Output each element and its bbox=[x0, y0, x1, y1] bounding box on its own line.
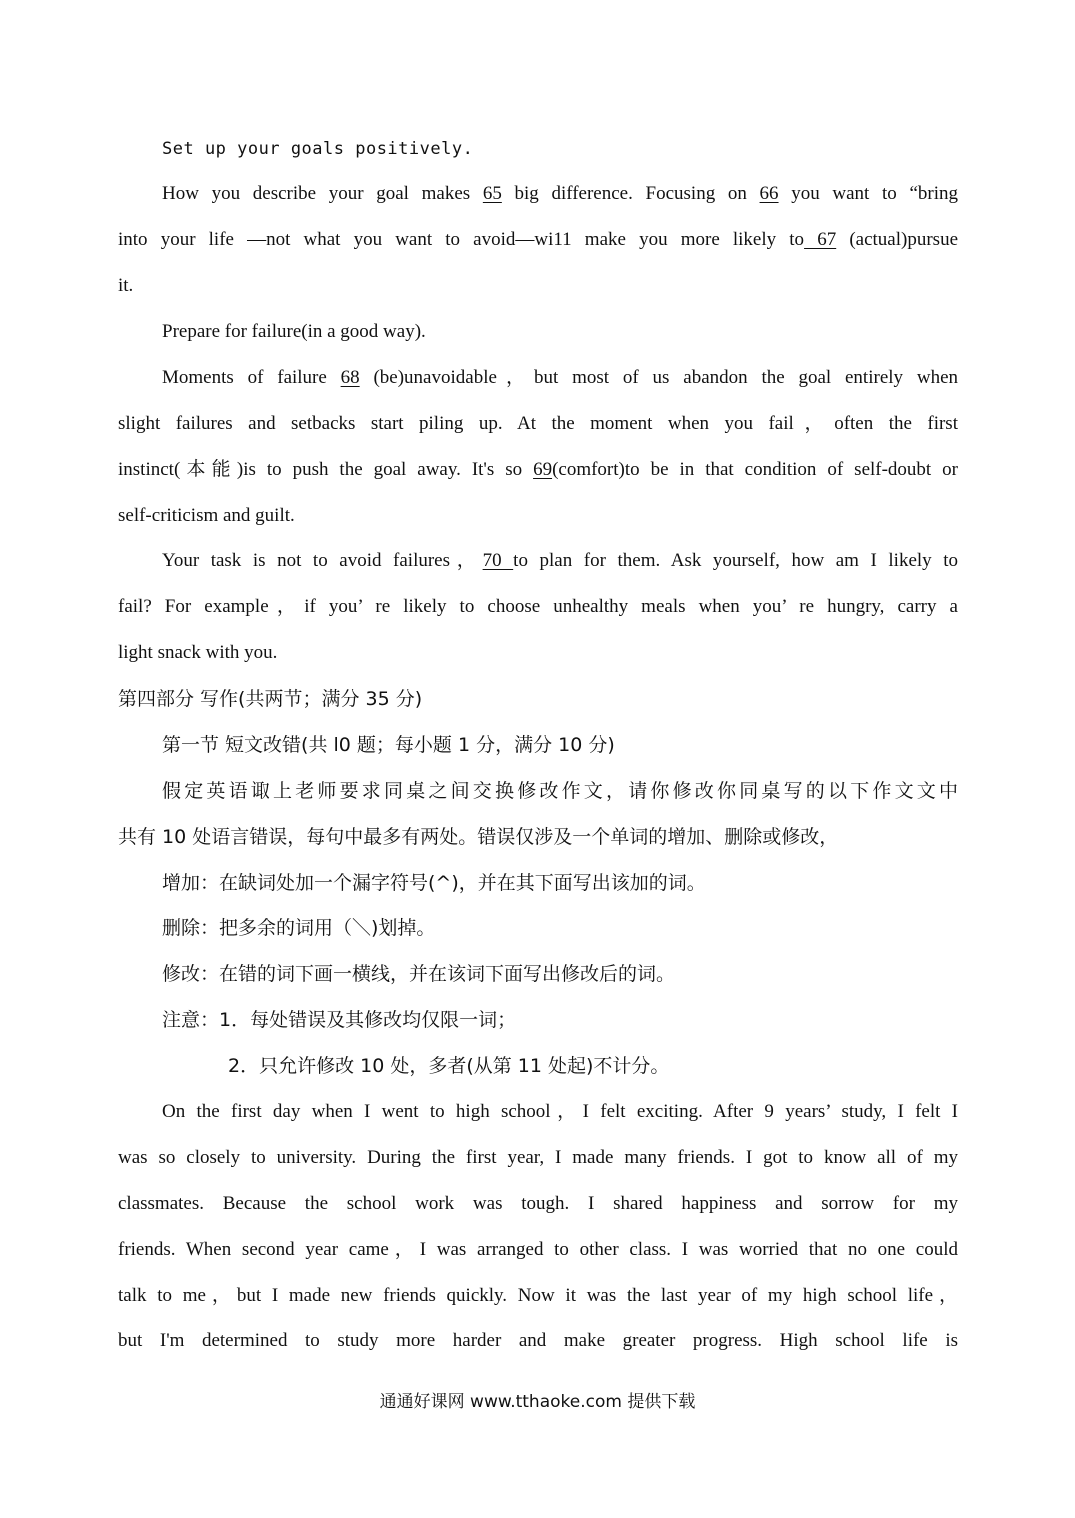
blank-67: 67 bbox=[804, 229, 837, 250]
blank-65: 65 bbox=[482, 183, 502, 204]
text: light snack with you. bbox=[118, 642, 278, 663]
text: it. bbox=[118, 275, 134, 296]
blank-68: 68 bbox=[340, 367, 360, 388]
para1-line1 bbox=[162, 181, 958, 207]
rule-add: 增加：在缺词处加一个漏字符号(^)，并在其下面写出该加的词。 bbox=[162, 872, 706, 894]
para2-line3 bbox=[118, 457, 958, 483]
essay-line3: classmates. Because the school work was tough. I shared happiness and sorrow for my bbox=[118, 1193, 958, 1214]
para1-line2 bbox=[118, 227, 958, 253]
text: self-criticism and guilt. bbox=[118, 505, 295, 526]
heading-failure bbox=[162, 319, 958, 345]
text: you want to “bring bbox=[778, 183, 958, 204]
essay-line1: On the first day when I went to high school，I felt exciting. After 9 years’ study, I felt I bbox=[162, 1101, 958, 1122]
para1-line3 bbox=[118, 273, 958, 299]
para3-line2 bbox=[118, 594, 958, 620]
para3-line1 bbox=[162, 548, 958, 574]
essay-line5: talk to me，but I made new friends quickly. Now it was the last year of my high school life， bbox=[118, 1285, 958, 1306]
text: (be)unavoidable，but most of us abandon the goal entirely when bbox=[359, 367, 958, 388]
essay-line6: but I'm determined to study more harder and make greater progress. High school life is bbox=[118, 1330, 958, 1351]
blank-69: 69 bbox=[533, 459, 553, 480]
heading-goals bbox=[162, 136, 958, 162]
text: into your life —not what you want to avoid—wi11 make you more likely to bbox=[118, 229, 805, 250]
instructions-line1: 假定英语诹上老师要求同桌之间交换修改作文，请你修改你同桌写的以下作文文中 bbox=[162, 780, 958, 802]
note-two: 2．只允许修改 10 处，多者(从第 11 处起)不计分。 bbox=[228, 1055, 670, 1077]
rule-delete: 删除：把多余的词用（＼)划掉。 bbox=[162, 917, 436, 939]
blank-66: 66 bbox=[759, 183, 779, 204]
para2-line2 bbox=[118, 411, 958, 437]
para3-line3 bbox=[118, 640, 958, 666]
blank-70: 70 bbox=[482, 550, 514, 571]
page-footer: 通通好课网 www.tthaoke.com 提供下载 bbox=[379, 1392, 696, 1412]
para2-line4 bbox=[118, 503, 958, 529]
text: instinct(本能)is to push the goal away. It's so bbox=[118, 459, 534, 480]
text: big difference. Focusing on bbox=[501, 183, 760, 204]
text: slight failures and setbacks start piling up. At the moment when you fail，often the first bbox=[118, 413, 958, 434]
text: (actual)pursue bbox=[836, 229, 958, 250]
text: (comfort)to be in that condition of self-doubt or bbox=[552, 459, 958, 480]
essay-line2: was so closely to university. During the first year, I made many friends. I got to know all of my bbox=[118, 1147, 958, 1168]
section-one-title: 第一节 短文改错(共 l0 题；每小题 1 分，满分 10 分) bbox=[162, 734, 615, 756]
note-one: 注意：1．每处错误及其修改均仅限一词； bbox=[162, 1009, 517, 1031]
instructions-line2: 共有 10 处语言错误，每句中最多有两处。错误仅涉及一个单词的增加、删除或修改， bbox=[118, 826, 839, 848]
heading-text: Set up your goals positively. bbox=[162, 139, 474, 159]
text: How you describe your goal makes bbox=[162, 183, 483, 204]
part-four-title: 第四部分 写作(共两节；满分 35 分) bbox=[118, 688, 423, 710]
heading-text: Prepare for failure(in a good way). bbox=[162, 321, 426, 342]
text: Moments of failure bbox=[162, 367, 341, 388]
text: fail? For example，if you’ re likely to choose unhealthy meals when you’ re hungry, carry a bbox=[118, 596, 958, 617]
rule-modify: 修改：在错的词下画一横线，并在该词下面写出修改后的词。 bbox=[162, 963, 676, 985]
para2-line1 bbox=[162, 365, 958, 391]
text: Your task is not to avoid failures， bbox=[162, 550, 483, 571]
essay-line4: friends. When second year came，I was arranged to other class. I was worried that no one could bbox=[118, 1239, 958, 1260]
text: to plan for them. Ask yourself, how am I likely to bbox=[513, 550, 958, 571]
